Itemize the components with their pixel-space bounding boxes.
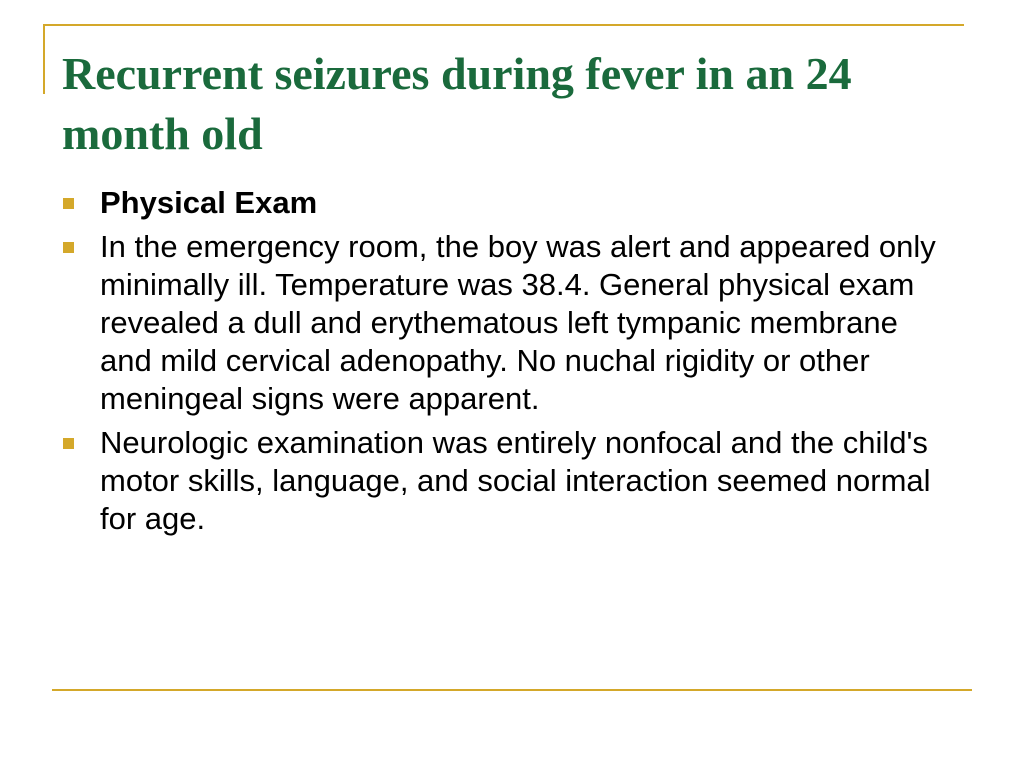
square-bullet-icon — [63, 198, 74, 209]
bullet-item-neurologic-exam — [62, 424, 952, 538]
bottom-divider — [52, 689, 972, 691]
square-bullet-icon — [63, 438, 74, 449]
slide-title: Recurrent seizures during fever in an 24 month old — [62, 48, 852, 159]
bullet-item-emergency-room — [62, 228, 952, 418]
bullet-text: Neurologic examination was entirely nonfocal and the child's motor skills, language, and social interaction seemed normal for age. — [100, 425, 931, 536]
bullet-text: In the emergency room, the boy was alert and appeared only minimally ill. Temperature was 38.4. General physical exam revealed a dull and erythematous left tympanic membrane and mild cervical adenopathy. No nuchal rigidity or other meningeal signs were apparent. — [100, 229, 936, 416]
bullet-item-physical-exam — [62, 184, 952, 222]
bullet-list — [62, 184, 952, 544]
top-divider — [43, 24, 964, 26]
bullet-text: Physical Exam — [100, 185, 318, 220]
square-bullet-icon — [63, 242, 74, 253]
left-divider — [43, 24, 45, 94]
